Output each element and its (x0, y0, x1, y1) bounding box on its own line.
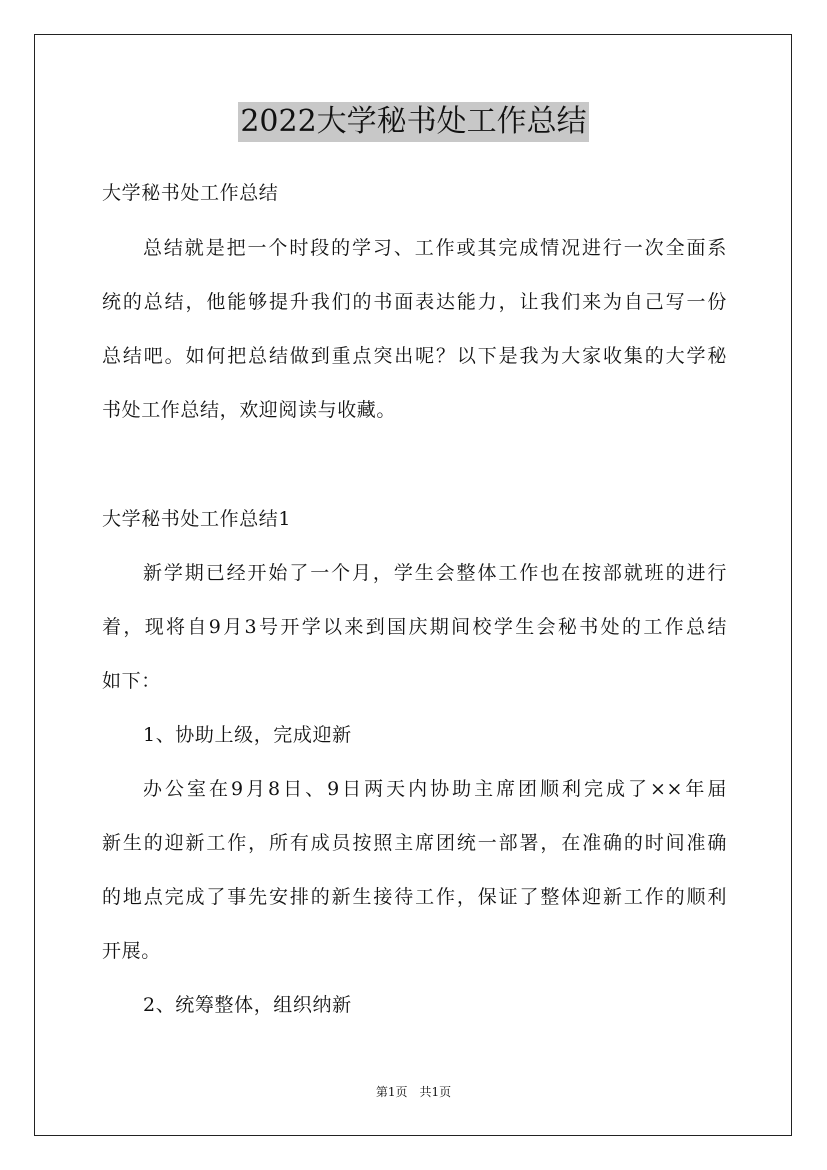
intro-line-3: 总结吧。如何把总结做到重点突出呢？以下是我为大家收集的大学秘 (102, 345, 727, 367)
item-2-title: 2、统筹整体，组织纳新 (143, 994, 352, 1016)
para2-line-2: 新生的迎新工作，所有成员按照主席团统一部署，在准确的时间准确 (102, 832, 727, 854)
section-heading-1: 大学秘书处工作总结1 (102, 508, 292, 530)
para2-line-3: 的地点完成了事先安排的新生接待工作，保证了整体迎新工作的顺利 (102, 886, 727, 908)
intro-line-1: 总结就是把一个时段的学习、工作或其完成情况进行一次全面系 (143, 237, 727, 259)
para1-line-1: 新学期已经开始了一个月，学生会整体工作也在按部就班的进行 (143, 562, 727, 584)
intro-line-2: 统的总结，他能够提升我们的书面表达能力，让我们来为自己写一份 (102, 291, 727, 313)
item-1-title: 1、协助上级，完成迎新 (143, 724, 352, 746)
page-number: 第1页 共1页 (375, 1085, 452, 1099)
para2-line-1: 办公室在9月8日、9日两天内协助主席团顺利完成了××年届 (143, 778, 727, 800)
para2-line-4: 开展。 (102, 940, 161, 962)
title-container (0, 102, 827, 142)
para1-line-3: 如下： (102, 670, 161, 692)
intro-line-4: 书处工作总结，欢迎阅读与收藏。 (102, 399, 397, 421)
para1-line-2: 着，现将自9月3号开学以来到国庆期间校学生会秘书处的工作总结 (102, 616, 727, 638)
document-title: 2022大学秘书处工作总结 (238, 102, 588, 142)
section-heading: 大学秘书处工作总结 (102, 182, 279, 204)
